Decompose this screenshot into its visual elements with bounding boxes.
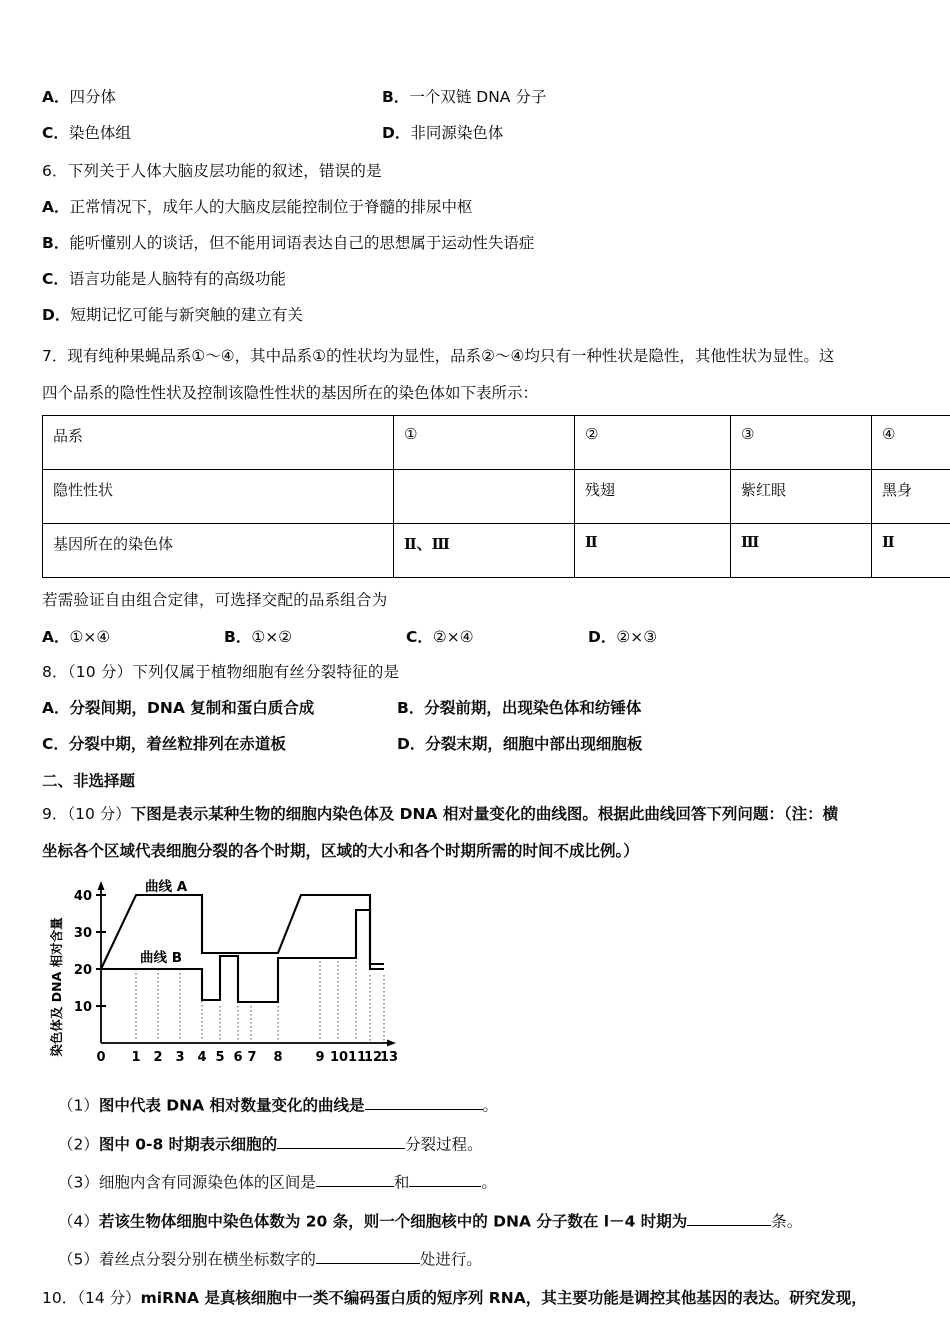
section-heading-non-choice: 二、非选择题 <box>42 772 136 791</box>
chart-xtick-6: 6 <box>233 1050 243 1066</box>
question9-sub-5 <box>58 1247 910 1272</box>
table-cell-chromosome-3: Ⅲ <box>731 523 872 577</box>
question7-stem-line1: 现有纯种果蝇品系①～④，其中品系①的性状均为显性，品系②～④均只有一种性状是隐性，其他性状为显性。这 <box>67 346 835 365</box>
breed-table <box>42 415 950 578</box>
sub-number: （5） <box>58 1250 99 1269</box>
table-cell-breed-4: ④ <box>872 415 950 469</box>
sub-text-post: 分裂过程。 <box>405 1134 483 1153</box>
table-cell-breed-2: ② <box>575 415 731 469</box>
chart-ytick-10: 10 <box>73 1000 92 1016</box>
chart-xtick-5: 5 <box>215 1050 225 1066</box>
table-cell-chromosome-1: Ⅱ、Ⅲ <box>394 523 575 577</box>
question9-sub-1 <box>58 1093 910 1118</box>
option-b-text: ①×② <box>251 627 293 646</box>
option-a-label: A． <box>42 627 70 646</box>
sub-text-post: 条。 <box>771 1211 803 1230</box>
chart-xtick-11: 11 <box>347 1050 367 1066</box>
question9-stem-line2: 坐标各个区域代表细胞分裂的各个时期，区域的大小和各个时期所需的时间不成比例。） <box>42 842 639 861</box>
chart-xtick-2: 2 <box>153 1050 163 1066</box>
option-a-text: 正常情况下，成年人的大脑皮层能控制位于脊髓的排尿中枢 <box>69 197 473 216</box>
question7-stem-line2-row <box>42 378 910 409</box>
table-cell-chromosome-2: Ⅱ <box>575 523 731 577</box>
question5-options-row1 <box>42 86 910 109</box>
chart-xtick-3: 3 <box>175 1050 185 1066</box>
chart-x-axis <box>96 1050 398 1065</box>
question6-option-c[interactable] <box>42 268 910 291</box>
chromosome-dna-chart <box>48 879 408 1079</box>
question10-score: （14 分） <box>77 1288 141 1307</box>
question8-number: 8． <box>42 662 68 681</box>
chart-xtick-9: 9 <box>315 1050 325 1066</box>
question9-score: （10 分） <box>67 805 131 824</box>
table-header-breed: 品系 <box>43 415 394 469</box>
table-header-chromosome: 基因所在的染色体 <box>43 523 394 577</box>
answer-blank-2[interactable] <box>409 1170 481 1187</box>
question9-sub-2 <box>58 1132 910 1157</box>
question9-sub-3 <box>58 1170 910 1195</box>
chart-ytick-20: 20 <box>73 963 92 979</box>
option-c-label: C． <box>406 627 433 646</box>
question6-option-a[interactable] <box>42 196 910 219</box>
option-c-text: 分裂中期，着丝粒排列在赤道板 <box>68 734 286 753</box>
table-cell-trait-4: 黑身 <box>872 469 950 523</box>
question5-option-d[interactable] <box>382 122 910 145</box>
option-d-text: ②×③ <box>616 627 658 646</box>
chart-xtick-12: 12 <box>363 1050 383 1066</box>
option-d-label: D． <box>382 124 411 143</box>
exam-content <box>42 86 913 1310</box>
chart-ylabel: 染色体及 DNA 相对含量 <box>49 917 64 1057</box>
table-cell-trait-1 <box>394 469 575 523</box>
option-b-text: 能听懂别人的谈话，但不能用词语表达自己的思想属于运动性失语症 <box>69 233 535 252</box>
chart-ytick-40: 40 <box>73 889 92 905</box>
option-d-label: D． <box>397 734 426 753</box>
question7-option-d[interactable] <box>588 625 770 647</box>
option-a-text: ①×④ <box>69 627 111 646</box>
question10-stem <box>42 1286 910 1311</box>
question8-option-c[interactable] <box>42 733 397 756</box>
chart-svg <box>48 879 408 1079</box>
answer-blank[interactable] <box>365 1093 483 1110</box>
question7-stem <box>42 341 910 372</box>
chart-label-curve-b: 曲线 B <box>140 950 182 967</box>
question6-stem <box>42 159 910 183</box>
question6-number: 6． <box>42 161 68 180</box>
question8-score: （10 分） <box>67 662 133 681</box>
option-d-label: D． <box>42 306 71 325</box>
option-d-label: D． <box>588 627 617 646</box>
answer-blank[interactable] <box>687 1209 771 1226</box>
question5-option-c[interactable] <box>42 122 382 145</box>
question5-options-row2 <box>42 122 910 145</box>
question8-option-a[interactable] <box>42 697 397 720</box>
table-row <box>43 469 950 523</box>
question7-stem-line2: 四个品系的隐性性状及控制该隐性性状的基因所在的染色体如下表所示： <box>42 383 539 402</box>
chart-xtick-10: 10 <box>329 1050 349 1066</box>
table-header-recessive-trait: 隐性性状 <box>43 469 394 523</box>
sub-number: （2） <box>58 1134 99 1153</box>
sub-text-mid: 和 <box>393 1173 410 1192</box>
question8-option-d[interactable] <box>397 733 910 756</box>
question7-option-a[interactable] <box>42 625 224 647</box>
answer-blank-1[interactable] <box>316 1170 394 1187</box>
sub-text-pre: 图中代表 DNA 相对数量变化的曲线是 <box>98 1096 365 1115</box>
chart-xtick-4: 4 <box>197 1050 207 1066</box>
question9-sub-4 <box>58 1209 910 1234</box>
question9-stem-line1: 下图是表示某种生物的细胞内染色体及 DNA 相对量变化的曲线图。根据此曲线回答下列问题：（注：横 <box>130 805 839 824</box>
option-b-text: 分裂前期，出现染色体和纺锤体 <box>424 698 642 717</box>
table-cell-breed-1: ① <box>394 415 575 469</box>
option-d-text: 分裂末期，细胞中部出现细胞板 <box>425 734 643 753</box>
sub-text-post: 。 <box>481 1173 497 1192</box>
sub-text-post: 处进行。 <box>419 1250 482 1269</box>
option-a-text: 四分体 <box>69 88 117 106</box>
option-c-label: C． <box>42 734 69 753</box>
chart-label-curve-a: 曲线 A <box>145 879 188 896</box>
question8-options-row1 <box>42 697 910 720</box>
chart-xtick-8: 8 <box>273 1050 283 1066</box>
option-b-label: B． <box>382 88 410 106</box>
sub-number: （3） <box>58 1173 99 1192</box>
table-row <box>43 523 950 577</box>
option-a-label: A． <box>42 197 70 216</box>
question7-options-row <box>42 625 910 647</box>
table-cell-chromosome-4: Ⅱ <box>872 523 950 577</box>
question7-option-c[interactable] <box>406 625 588 647</box>
question9-stem-line2-row <box>42 836 910 867</box>
question6-option-d[interactable] <box>42 304 910 327</box>
option-c-text: 染色体组 <box>68 124 131 143</box>
table-row <box>43 415 950 469</box>
table-cell-breed-3: ③ <box>731 415 872 469</box>
answer-blank[interactable] <box>277 1132 405 1149</box>
chart-xtick-1: 1 <box>131 1050 141 1066</box>
sub-text-post: 。 <box>482 1096 499 1115</box>
question8-stem-text: 下列仅属于植物细胞有丝分裂特征的是 <box>132 662 400 681</box>
question7-option-b[interactable] <box>224 625 406 647</box>
option-c-label: C． <box>42 124 69 143</box>
sub-text-pre: 着丝点分裂分别在横坐标数字的 <box>98 1250 316 1269</box>
question7-prompt: 若需验证自由组合定律，可选择交配的品系组合为 <box>42 590 388 609</box>
sub-text-pre: 细胞内含有同源染色体的区间是 <box>98 1173 316 1192</box>
option-c-label: C． <box>42 270 69 289</box>
question5-option-a[interactable] <box>42 86 382 109</box>
chart-xtick-7: 7 <box>247 1050 257 1066</box>
question8-option-b[interactable] <box>397 697 910 720</box>
option-b-text: 一个双链 DNA 分子 <box>409 88 547 106</box>
option-a-label: A． <box>42 88 70 106</box>
table-cell-trait-2: 残翅 <box>575 469 731 523</box>
sub-number: （1） <box>58 1096 99 1115</box>
sub-text-pre: 图中 0-8 时期表示细胞的 <box>98 1134 278 1153</box>
option-d-text: 短期记忆可能与新突触的建立有关 <box>70 306 303 325</box>
question9-number: 9． <box>42 805 68 824</box>
sub-number: （4） <box>58 1211 99 1230</box>
chart-ytick-30: 30 <box>73 926 92 942</box>
question5-option-b[interactable] <box>382 86 910 109</box>
question9-stem <box>42 799 910 830</box>
option-b-label: B． <box>224 627 252 646</box>
question7-number: 7． <box>42 346 68 365</box>
chart-xtick-13: 13 <box>379 1050 399 1066</box>
question8-options-row2 <box>42 733 910 756</box>
option-a-label: A． <box>42 698 70 717</box>
sub-text-pre: 若该生物体细胞中染色体数为 20 条，则一个细胞核中的 DNA 分子数在 l－4 时期为 <box>98 1211 688 1230</box>
question10-number: 10． <box>42 1288 78 1307</box>
option-b-label: B． <box>397 698 425 717</box>
chart-xtick-0: 0 <box>96 1050 106 1066</box>
option-d-text: 非同源染色体 <box>410 124 504 143</box>
option-a-text: 分裂间期，DNA 复制和蛋白质合成 <box>69 698 315 717</box>
question10-stem-text: miRNA 是真核细胞中一类不编码蛋白质的短序列 RNA，其主要功能是调控其他基因的表达。研究发现， <box>140 1288 867 1307</box>
option-b-label: B． <box>42 233 70 252</box>
option-c-text: ②×④ <box>432 627 474 646</box>
table-cell-trait-3: 紫红眼 <box>731 469 872 523</box>
question6-stem-text: 下列关于人体大脑皮层功能的叙述，错误的是 <box>67 161 382 180</box>
question8-stem <box>42 660 910 684</box>
option-c-text: 语言功能是人脑特有的高级功能 <box>68 270 286 289</box>
answer-blank[interactable] <box>316 1247 420 1264</box>
question6-option-b[interactable] <box>42 232 910 255</box>
